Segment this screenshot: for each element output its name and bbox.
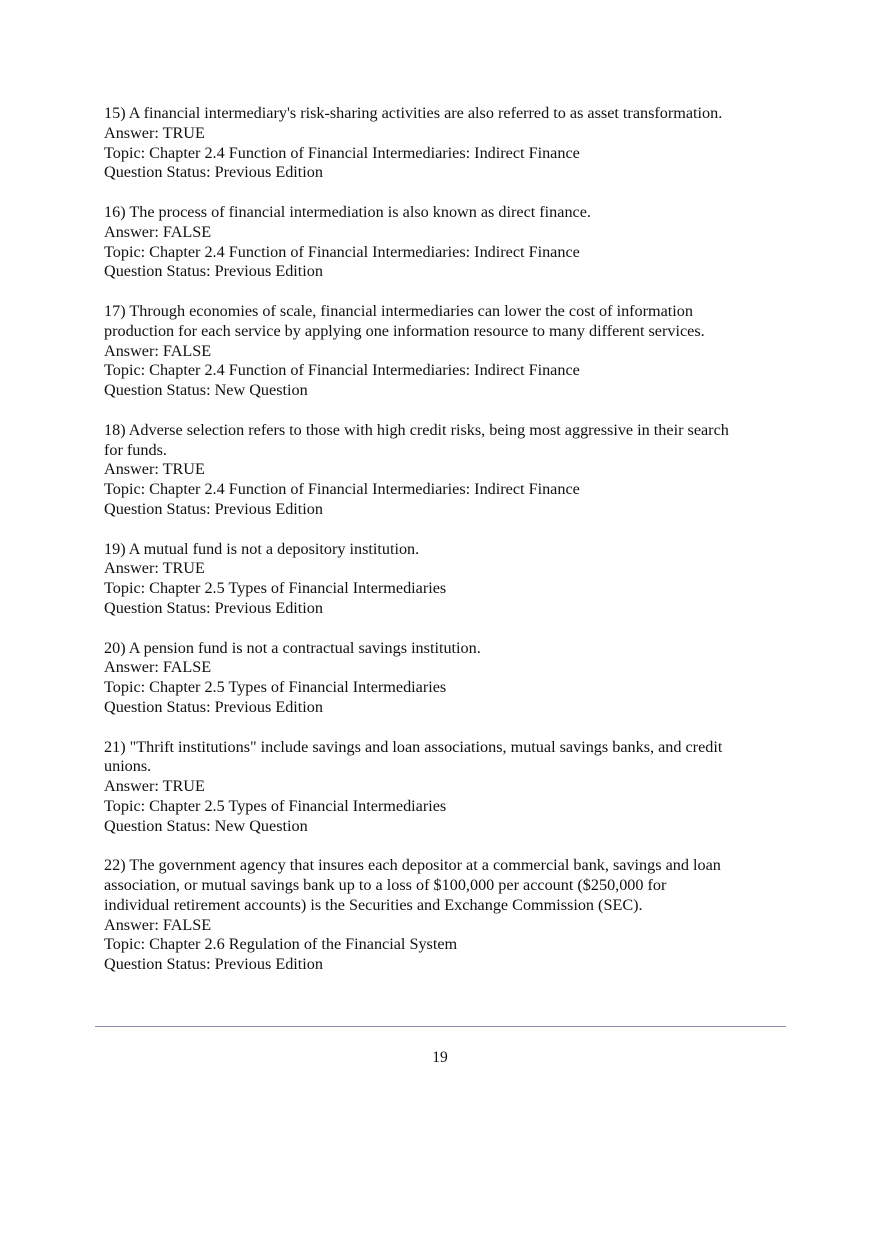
question-status-line: Question Status: New Question bbox=[104, 816, 308, 835]
topic-line: Topic: Chapter 2.5 Types of Financial Intermediaries bbox=[104, 678, 447, 697]
topic-line: Topic: Chapter 2.6 Regulation of the Financial System bbox=[104, 935, 458, 954]
question-text-line: 16) The process of financial intermediation is also known as direct finance. bbox=[104, 202, 591, 221]
question-status-line: Question Status: Previous Edition bbox=[104, 598, 323, 617]
answer-line: Answer: FALSE bbox=[104, 222, 212, 241]
answer-line: Answer: TRUE bbox=[104, 460, 205, 479]
question-text-line: 20) A pension fund is not a contractual savings institution. bbox=[104, 638, 481, 657]
question-item bbox=[104, 203, 784, 282]
answer-line: Answer: TRUE bbox=[104, 123, 205, 142]
topic-line: Topic: Chapter 2.5 Types of Financial Intermediaries bbox=[104, 579, 447, 598]
question-item bbox=[104, 856, 784, 975]
question-status-line: Question Status: Previous Edition bbox=[104, 262, 323, 281]
question-text-line: 19) A mutual fund is not a depository institution. bbox=[104, 539, 420, 558]
question-status-line: Question Status: Previous Edition bbox=[104, 499, 323, 518]
answer-line: Answer: FALSE bbox=[104, 915, 212, 934]
topic-line: Topic: Chapter 2.4 Function of Financial Intermediaries: Indirect Finance bbox=[104, 143, 580, 162]
question-item bbox=[104, 738, 784, 837]
footer-divider bbox=[95, 1026, 786, 1027]
question-item bbox=[104, 540, 784, 619]
topic-line: Topic: Chapter 2.4 Function of Financial Intermediaries: Indirect Finance bbox=[104, 242, 580, 261]
question-text-line: unions. bbox=[104, 757, 152, 776]
question-item bbox=[104, 302, 784, 401]
question-text-line: 22) The government agency that insures each depositor at a commercial bank, savings and loan bbox=[104, 856, 721, 875]
question-status-line: Question Status: Previous Edition bbox=[104, 697, 323, 716]
question-status-line: Question Status: Previous Edition bbox=[104, 955, 323, 974]
page-number: 19 bbox=[432, 1049, 448, 1066]
topic-line: Topic: Chapter 2.4 Function of Financial Intermediaries: Indirect Finance bbox=[104, 480, 580, 499]
question-status-line: Question Status: Previous Edition bbox=[104, 163, 323, 182]
topic-line: Topic: Chapter 2.5 Types of Financial Intermediaries bbox=[104, 796, 447, 815]
question-item bbox=[104, 421, 784, 520]
question-text-line: production for each service by applying one information resource to many different services. bbox=[104, 321, 705, 340]
question-text-line: 21) "Thrift institutions" include savings and loan associations, mutual savings banks, and credit bbox=[104, 737, 723, 756]
answer-line: Answer: TRUE bbox=[104, 559, 205, 578]
question-item bbox=[104, 104, 784, 183]
question-text-line: 15) A financial intermediary's risk-sharing activities are also referred to as asset transformation. bbox=[104, 104, 723, 122]
question-list bbox=[104, 104, 784, 995]
question-text-line: for funds. bbox=[104, 440, 167, 459]
question-status-line: Question Status: New Question bbox=[104, 381, 308, 400]
answer-line: Answer: FALSE bbox=[104, 341, 212, 360]
topic-line: Topic: Chapter 2.4 Function of Financial Intermediaries: Indirect Finance bbox=[104, 361, 580, 380]
question-text-line: 17) Through economies of scale, financial intermediaries can lower the cost of information bbox=[104, 301, 693, 320]
answer-line: Answer: TRUE bbox=[104, 777, 205, 796]
question-text-line: association, or mutual savings bank up to a loss of $100,000 per account ($250,000 for bbox=[104, 876, 667, 895]
question-item bbox=[104, 639, 784, 718]
question-text-line: individual retirement accounts) is the Securities and Exchange Commission (SEC). bbox=[104, 895, 643, 914]
question-text-line: 18) Adverse selection refers to those with high credit risks, being most aggressive in their search bbox=[104, 420, 729, 439]
answer-line: Answer: FALSE bbox=[104, 658, 212, 677]
